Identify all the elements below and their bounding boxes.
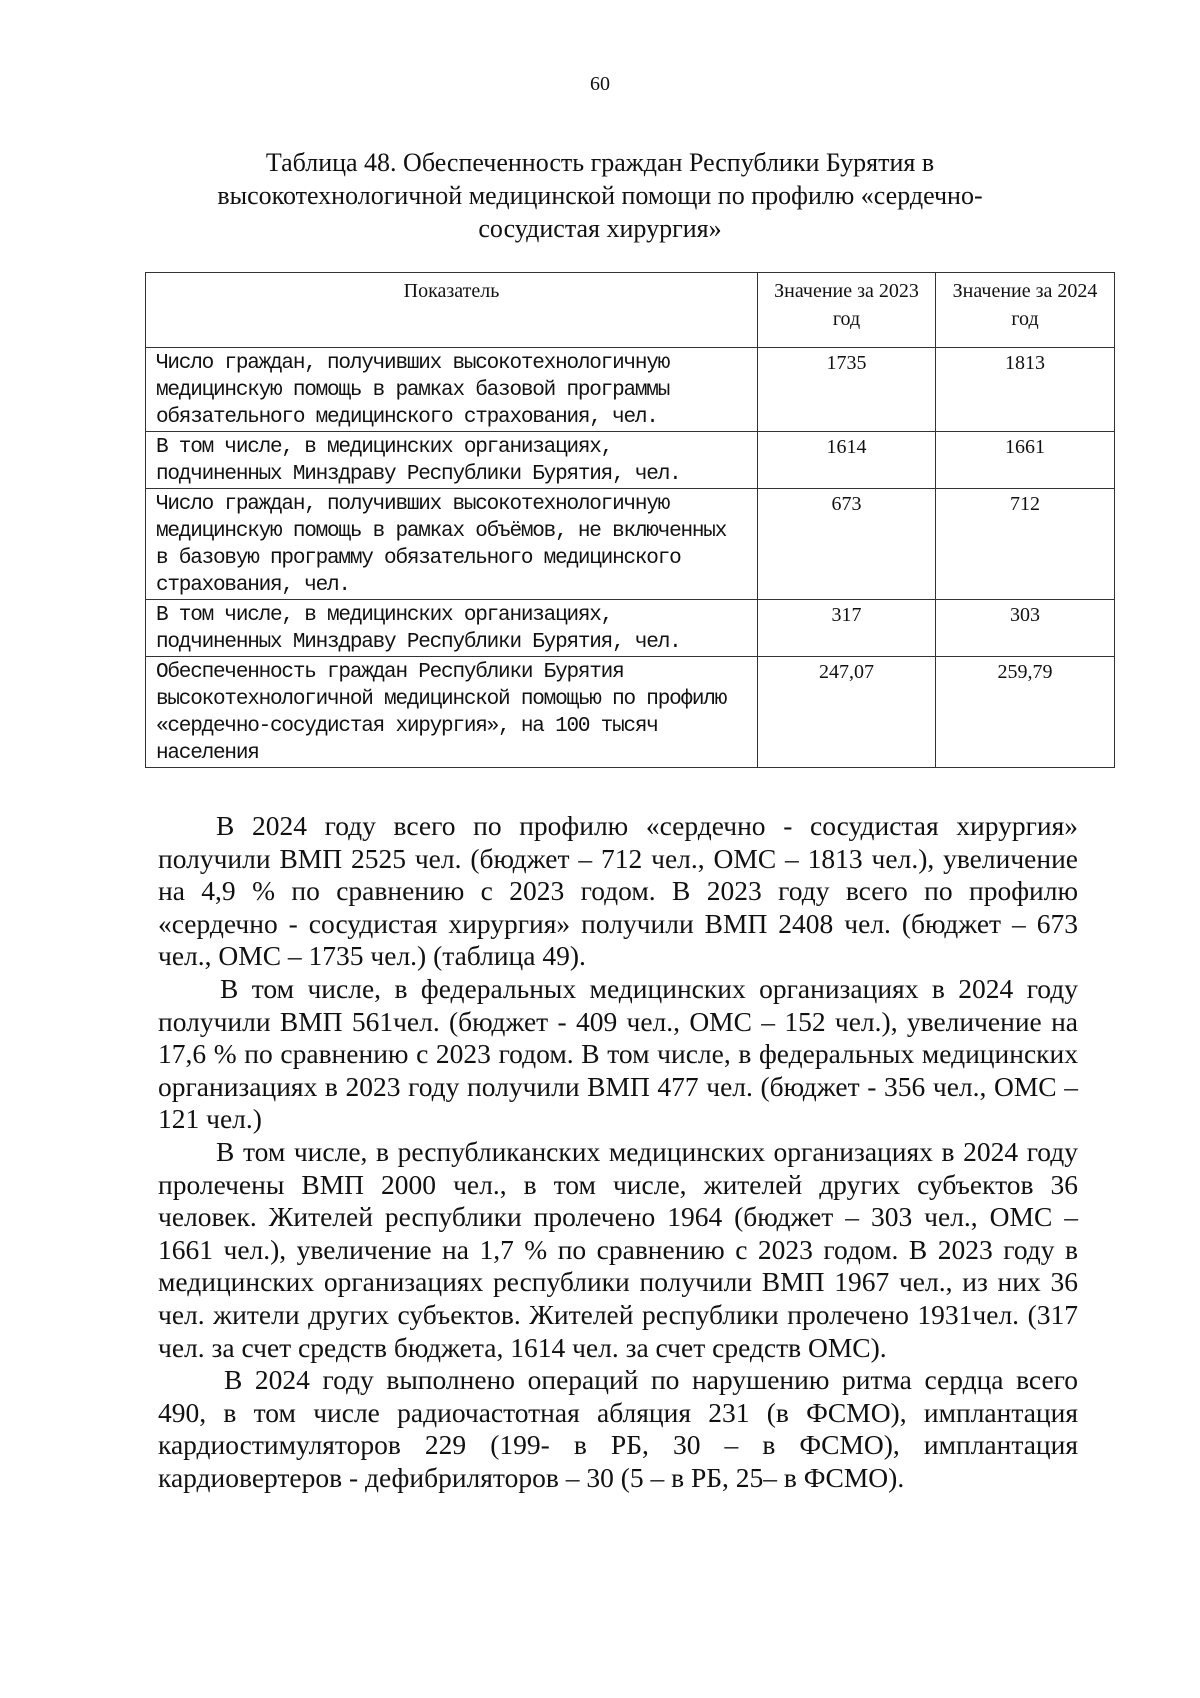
page-number: 60	[590, 73, 610, 95]
paragraph: В 2024 году выполнено операций по нарушению ритма сердца всего 490, в том числе радиочастотная абляция 231 (в ФСМО), имплантация кардиостимуляторов 229 (199- в РБ, 30 – в ФСМО), имплантация кардиовертеров - дефибриляторов – 30 (5 – в РБ, 25– в ФСМО).	[158, 1364, 1078, 1493]
row-value-2023: 317	[758, 600, 936, 657]
body-text	[158, 810, 1078, 1494]
paragraph: В 2024 году всего по профилю «сердечно - сосудистая хирургия» получили ВМП 2525 чел. (бюджет – 712 чел., ОМС – 1813 чел.), увеличение на 4,9 % по сравнению с 2023 годом. В 2023 году всего по профилю «сердечно - сосудистая хирургия» получили ВМП 2408 чел. (бюджет – 673 чел., ОМС – 1735 чел.) (таблица 49).	[158, 810, 1078, 972]
row-indicator: В том числе, в медицинских организациях, подчиненных Минздраву Республики Бурятия, чел.	[146, 432, 758, 489]
row-indicator: Обеспеченность граждан Республики Бурятия высокотехнологичной медицинской помощью по профилю «сердечно-сосудистая хирургия», на 100 тысяч населения	[146, 657, 758, 768]
table-row	[146, 432, 1115, 489]
row-value-2023: 1614	[758, 432, 936, 489]
table-title: Таблица 48. Обеспеченность граждан Республики Бурятия в высокотехнологичной медицинской помощи по профилю «сердечно-сосудистая хирургия»	[217, 148, 983, 243]
column-header-2024: Значение за 2024 год	[936, 273, 1115, 348]
table-row	[146, 600, 1115, 657]
row-value-2023: 247,07	[758, 657, 936, 768]
row-value-2024: 303	[936, 600, 1115, 657]
row-value-2024: 259,79	[936, 657, 1115, 768]
data-table	[145, 272, 1115, 768]
row-value-2023: 673	[758, 489, 936, 600]
row-value-2024: 1813	[936, 348, 1115, 432]
row-value-2024: 1661	[936, 432, 1115, 489]
row-indicator: В том числе, в медицинских организациях, подчиненных Минздраву Республики Бурятия, чел.	[146, 600, 758, 657]
table-row	[146, 657, 1115, 768]
table-row	[146, 489, 1115, 600]
table-row	[146, 348, 1115, 432]
table-header-row	[146, 273, 1115, 348]
row-indicator: Число граждан, получивших высокотехнологичную медицинскую помощь в рамках объёмов, не включенных в базовую программу обязательного медицинского страхования, чел.	[146, 489, 758, 600]
column-header-indicator: Показатель	[146, 273, 758, 348]
row-indicator: Число граждан, получивших высокотехнологичную медицинскую помощь в рамках базовой программы обязательного медицинского страхования, чел.	[146, 348, 758, 432]
row-value-2024: 712	[936, 489, 1115, 600]
column-header-2023: Значение за 2023 год	[758, 273, 936, 348]
paragraph: В том числе, в федеральных медицинских организациях в 2024 году получили ВМП 561чел. (бюджет - 409 чел., ОМС – 152 чел.), увеличение на 17,6 % по сравнению с 2023 годом. В том числе, в федеральных медицинских организациях в 2023 году получили ВМП 477 чел. (бюджет - 356 чел., ОМС –121 чел.)	[158, 972, 1078, 1135]
row-value-2023: 1735	[758, 348, 936, 432]
paragraph: В том числе, в республиканских медицинских организациях в 2024 году пролечены ВМП 2000 чел., в том числе, жителей других субъектов 36 человек. Жителей республики пролечено 1964 (бюджет – 303 чел., ОМС – 1661 чел.), увеличение на 1,7 % по сравнению с 2023 годом. В 2023 году в медицинских организациях республики получили ВМП 1967 чел., из них 36 чел. жители других субъектов. Жителей республики пролечено 1931чел. (317 чел. за счет средств бюджета, 1614 чел. за счет средств ОМС).	[158, 1135, 1078, 1363]
